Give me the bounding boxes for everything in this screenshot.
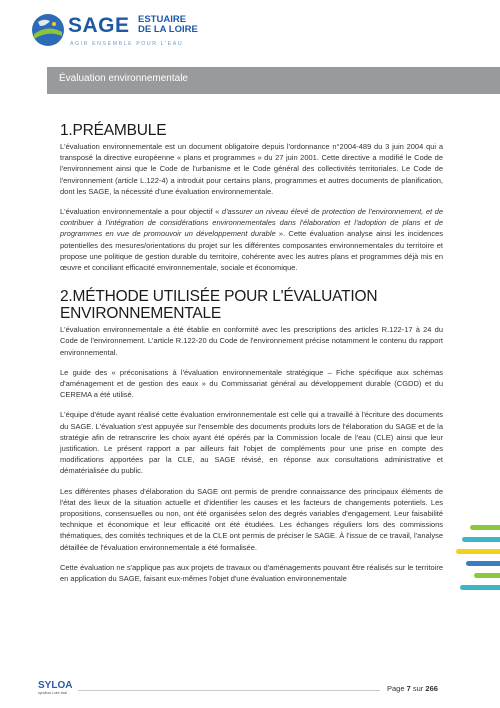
page-current: 7 — [406, 684, 411, 693]
paragraph-objectif — [60, 206, 443, 273]
syloa-logo-subtitle: syndicat Loire aval — [38, 691, 67, 695]
syloa-logo-text: SYLOA — [38, 680, 73, 691]
side-bar-teal-2 — [460, 585, 500, 590]
section-banner — [47, 67, 500, 94]
sage-globe-icon — [30, 12, 66, 48]
side-bar-blue — [466, 561, 500, 566]
syloa-logo — [38, 680, 72, 695]
side-bar-teal — [462, 537, 500, 542]
side-bar-green-2 — [474, 573, 500, 578]
section-title-preambule: 1.PRÉAMBULE — [60, 122, 167, 139]
paragraph: Le guide des « préconisations à l'évaluation environnementale stratégique – Fiche spécifique aux schémas d'aménagement et de gestion des eaux » du Commissariat général au développement durable (CGDD) et du CEREMA a été utilisé. — [60, 367, 443, 400]
paragraph: Cette évaluation ne s'applique pas aux projets de travaux ou d'aménagements pouvant être réalisés sur le territoire en application du SAGE, faisant eux-mêmes l'objet d'une évaluation environnementale — [60, 562, 443, 584]
section-banner-title: Évaluation environnementale — [59, 73, 188, 84]
logo-tagline: AGIR ENSEMBLE POUR L'EAU — [70, 41, 184, 47]
decorative-side-bars — [452, 525, 500, 625]
side-bar-yellow — [456, 549, 500, 554]
section-title-methode-line2: ENVIRONNEMENTALE — [60, 305, 222, 323]
logo-estuaire-text: ESTUAIRE — [138, 14, 187, 25]
paragraph-objectif-pre: L'évaluation environnementale a pour objectif « — [60, 207, 222, 217]
paragraph-objectif-quote: d'assurer un niveau élevé de protection de l'environnement, et de contribuer à l'intégration de considérations environnementales dans l'élaboration et l'adoption de plans et de programmes en vue de promouvoir un développement durable — [60, 207, 443, 239]
section-title-methode — [60, 288, 443, 322]
side-bar-green — [470, 525, 500, 530]
paragraph: L'évaluation environnementale est un document obligatoire depuis l'ordonnance n°2004-489 du 3 juin 2004 qui a transposé la directive européenne « plans et programmes » du 27 juin 2001. Cette directive a modifié le Code de l'environnement ainsi que le Code de l'urbanisme et le Code général des collectivités territoriales. Le Code de l'environnement (article L.122-4) a introduit pour certains plans, programmes et autres documents de planification, dont les SAGE, la nécessité d'une évaluation environnementale. — [60, 142, 443, 196]
footer-divider — [78, 690, 380, 691]
sage-logo — [30, 12, 210, 56]
document-body — [60, 122, 443, 593]
page-number — [387, 684, 438, 693]
logo-sage-text: SAGE — [68, 14, 130, 37]
page-total: 266 — [425, 684, 438, 693]
paragraph-objectif-post: ». Cette évaluation analyse ainsi les incidences potentielles des mesures/orientations du projet sur les différentes composantes environnementales du territoire et propose une politique de gestion durable du territoire, cohérente avec les autres plans et programmes déjà mis en œuvre et conciliant efficacité environnementale, sociale et économique. — [60, 229, 444, 273]
section-title-methode-line1: 2.MÉTHODE UTILISÉE POUR L'ÉVALUATION — [60, 288, 378, 306]
paragraph: Les différentes phases d'élaboration du SAGE ont permis de prendre connaissance des principaux éléments de l'état des lieux de la situation actuelle et d'identifier les causes et les facteurs de changements potentiels. Les propositions, consensuelles ou non, ont été organisées selon des degrés variables d'engagement. Leur faisabilité technique et économique et leur efficacité ont été étudiées. Les échanges réguliers lors des commissions thématiques, des comités techniques et de la CLE ont permis de préciser le SAGE. À l'issue de ce travail, l'analyse détaillée de l'évaluation environnementale a été formalisée. — [60, 486, 443, 552]
page-label: Page — [387, 684, 405, 693]
paragraph: L'équipe d'étude ayant réalisé cette évaluation environnementale est celle qui a travaillé à l'écriture des documents du SAGE. L'évaluation s'est appuyée sur l'ensemble des documents produits lors de l'élaboration du SAGE et de la stratégie afin de retranscrire les choix ayant été opérés par la Commission locale de l'eau (CLE) ainsi que leur justification. Le présent rapport a par ailleurs fait l'objet de compléments pour une prise en compte des modifications apportées par la CLE, au SAGE révisé, en réponse aux consultations administrative et dématérialisée du public. — [60, 410, 443, 476]
page-sep: sur — [412, 684, 424, 693]
logo-loire-text: DE LA LOIRE — [138, 24, 198, 35]
paragraph: L'évaluation environnementale a été établie en conformité avec les prescriptions des articles R.122-17 à 24 du Code de l'environnement. L'article R.122-20 du Code de l'environnement précise notamment le contenu du rapport environnemental. — [60, 325, 443, 357]
